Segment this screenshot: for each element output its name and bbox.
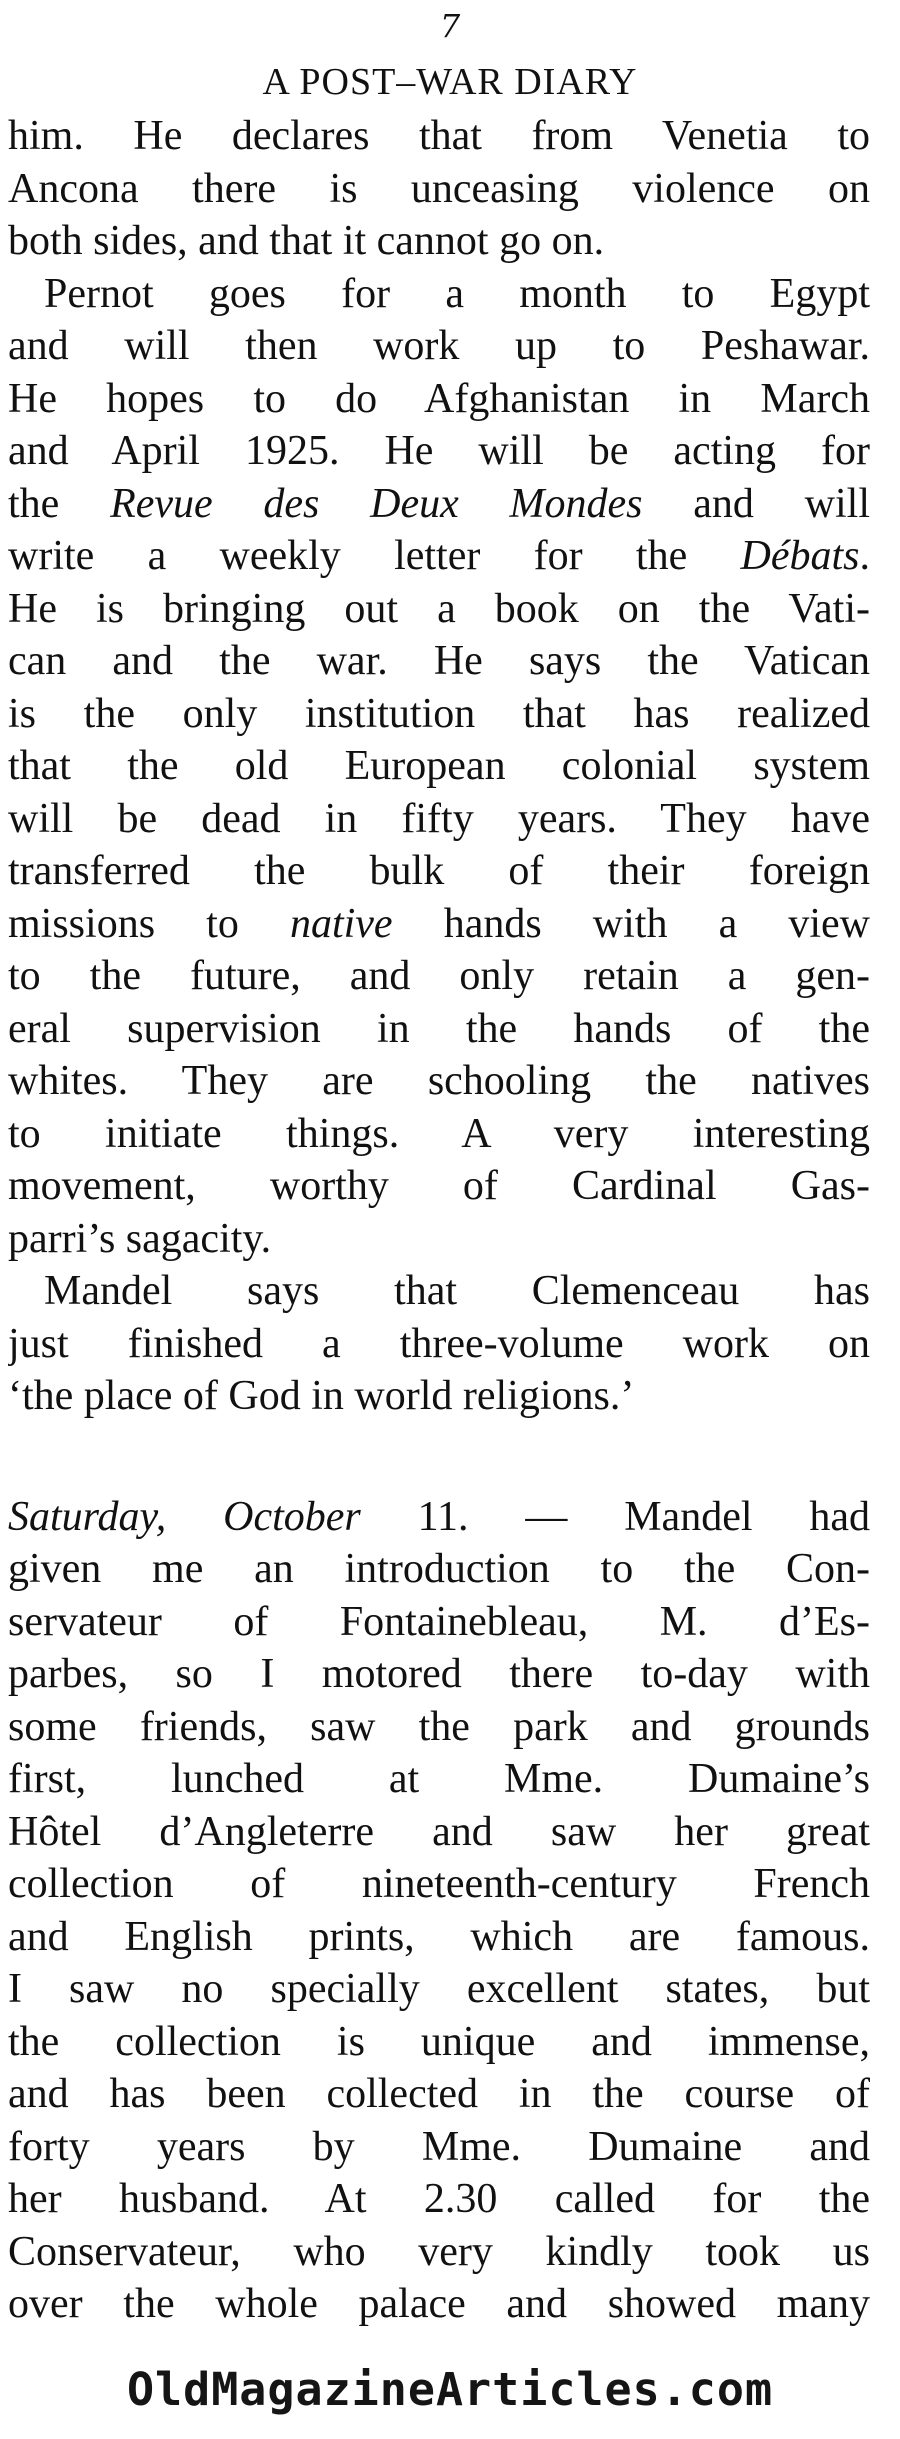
text-run: and will xyxy=(642,480,870,527)
entry-date: Saturday, October xyxy=(8,1493,361,1540)
text-line: to initiate things. A very interesting xyxy=(8,1110,870,1157)
text-line: eral supervision in the hands of the xyxy=(8,1005,870,1052)
italic-title-revue: Revue des Deux Mondes xyxy=(110,480,643,527)
text-line: He is bringing out a book on the Vati- xyxy=(8,585,870,632)
text-line: just finished a three-volume work on xyxy=(8,1320,870,1367)
running-head: A POST–WAR DIARY xyxy=(262,61,638,103)
text-line: ‘the place of God in world religions.’ xyxy=(8,1373,635,1419)
text-run: missions to xyxy=(8,900,290,947)
text-line: forty years by Mme. Dumaine and xyxy=(8,2123,870,2170)
text-line: and will then work up to Peshawar. xyxy=(8,323,870,369)
text-run: 11. — Mandel had xyxy=(360,1493,870,1540)
text-line: and English prints, which are famous. xyxy=(8,1913,870,1960)
text-line: given me an introduction to the Con- xyxy=(8,1546,870,1592)
diary-entry-october-11 xyxy=(8,1491,870,2331)
text-line: whites. They are schooling the natives xyxy=(8,1058,870,1104)
text-line: and has been collected in the course of xyxy=(8,2071,870,2117)
paragraph-1 xyxy=(8,110,870,268)
paragraph-2 xyxy=(8,268,870,1266)
italic-title-debats: Débats xyxy=(740,533,860,579)
text-line: He hopes to do Afghanistan in March xyxy=(8,375,870,422)
text-line: Pernot goes for a month to Egypt xyxy=(44,270,870,317)
text-line xyxy=(8,478,870,531)
text-line: some friends, saw the park and grounds xyxy=(8,1703,870,1750)
paragraph-3 xyxy=(8,1265,870,1423)
text-line: will be dead in fifty years. They have xyxy=(8,795,870,842)
text-line: servateur of Fontainebleau, M. d’Es- xyxy=(8,1598,870,1645)
text-line: I saw no specially excellent states, but xyxy=(8,1966,870,2012)
page-number: 7 xyxy=(439,7,461,45)
section-gap xyxy=(8,1423,870,1491)
text-line: over the whole palace and showed many xyxy=(8,2281,870,2327)
text-run: write a weekly letter for the xyxy=(8,533,741,579)
text-line xyxy=(8,1491,870,1544)
text-line: Mandel says that Clemenceau has xyxy=(44,1268,870,1314)
text-line: collection of nineteenth-century French xyxy=(8,1861,870,1907)
text-line: Conservateur, who very kindly took us xyxy=(8,2228,870,2275)
text-line: transferred the bulk of their foreign xyxy=(8,848,870,894)
site-watermark: OldMagazineArticles.com xyxy=(126,2363,774,2416)
text-line: that the old European colonial system xyxy=(8,743,870,789)
text-run: hands with a view xyxy=(392,900,870,947)
text-line xyxy=(8,530,870,583)
text-line: the collection is unique and immense, xyxy=(8,2018,870,2065)
text-line: movement, worthy of Cardinal Gas- xyxy=(8,1163,870,1209)
text-run: the xyxy=(8,480,111,527)
italic-word-native: native xyxy=(289,900,393,947)
text-line: parbes, so I motored there to-day with xyxy=(8,1651,870,1697)
text-line: Hôtel d’Angleterre and saw her great xyxy=(8,1808,870,1855)
text-line: first, lunched at Mme. Dumaine’s xyxy=(8,1756,870,1802)
text-line: is the only institution that has realized xyxy=(8,690,870,737)
text-line: parri’s sagacity. xyxy=(8,1215,272,1262)
text-line: both sides, and that it cannot go on. xyxy=(8,218,605,264)
text-line: Ancona there is unceasing violence on xyxy=(8,165,870,212)
text-line: can and the war. He says the Vatican xyxy=(8,638,870,684)
text-run: . xyxy=(859,533,870,579)
text-line: him. He declares that from Venetia to xyxy=(8,113,870,159)
text-line xyxy=(8,898,870,951)
text-line: to the future, and only retain a gen- xyxy=(8,953,870,999)
article-body xyxy=(8,110,870,2331)
text-line: her husband. At 2.30 called for the xyxy=(8,2176,870,2222)
text-line: and April 1925. He will be acting for xyxy=(8,428,870,474)
